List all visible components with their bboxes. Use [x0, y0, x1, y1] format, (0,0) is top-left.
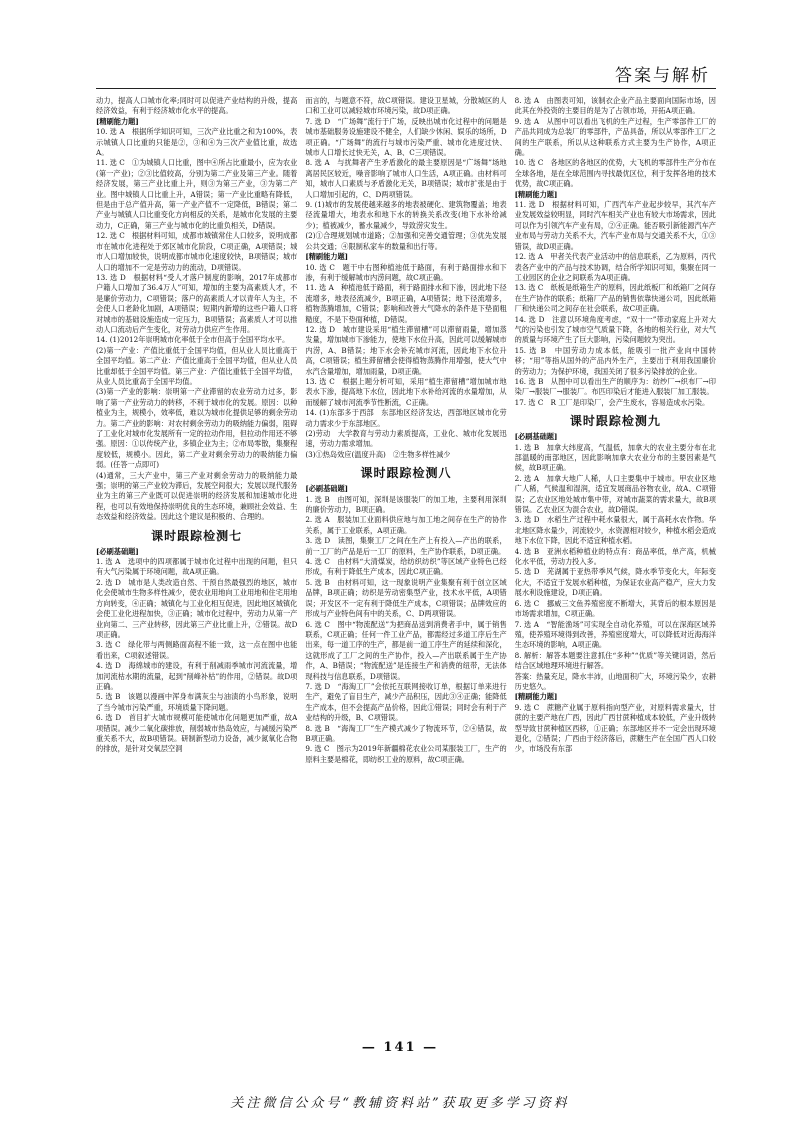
- paragraph: 动力，提高人口城市化率;同时可以促进产业结构的升级，提高经济效益，有利于经济城市化水平的提高。: [96, 96, 298, 116]
- paragraph: 14. (1)东部多于西部 东部地区经济发达，西部地区城市化劳动力需求少于东部地区。: [305, 408, 507, 428]
- paragraph: 2. 选 A 加拿大地广人稀，人口主要集中于城市。甲农业区地广人稀，气候温和湿润，适宜发展商品谷物农业，故A、C项错误；乙农业区地处城市集中带，对城市蔬菜的需求量大，故B项错误。乙农业区为混合农业，故D错误。: [514, 473, 716, 515]
- paragraph: 11. 选 D 根据材料可知，广西汽车产业起步较早，其汽车产业发展效益较明显，同时汽车相关产业也有较大市场需求，因此可以作为引领汽车产业有局，②④正确。能否吸引新能源汽车产业布局与劳动力关系不大，汽车产业布局与交通关系不大，①③错误，故D项正确。: [514, 200, 716, 251]
- paragraph: 1. 选 B 加拿大纬度高，气温低，加拿大的农业主要分布在北部温暖的南部地区，因此影响加拿大农业分布的主要因素是气候，故B项正确。: [514, 442, 716, 473]
- paragraph: 12. 选 A 甲者关代表产业活动中的信息联系，乙为原料，丙代表各产业中的产品与技术协调，结合所学知识可知，集聚在同一工业园区的企业之间联系为A项正确。: [514, 252, 716, 282]
- paragraph: 11. 选 A 种植池低于路面，利于路面排水和下渗，因此地下径流增多，地表径流减少，B项正确，A项错误；地下径流增多，植物蒸腾增加，C错误；影响和改善大气降水的条件是下垫面粗糙度，不是下垫面种植，D错误。: [305, 283, 507, 324]
- paragraph: 9. 选 C 图示为2019年新疆棉花农业公司某服装工厂，生产的原料主要是棉花，即纺织工业的原料，故C项正确。: [305, 744, 507, 764]
- paragraph: 答案：热量充足，降水丰沛，山地面积广大，环境污染少，农耕历史悠久。: [514, 671, 716, 691]
- header-title: 答案与解析: [615, 66, 710, 86]
- paragraph: 7. 选 D “广场舞”流行于广场，反映出城市化过程中的问题是城市基础服务设施建设不健全，人们缺少休闲、娱乐的场所，D项正确。“广场舞”的流行与城市污染严重、城市化进度过快、城市人口增长过快无关，A、B、C三项错误。: [305, 116, 507, 158]
- paragraph: 10. 选 C 题干中右图种植池低于路面，有利于路面排水和下渗，有利于缓解城市内涝问题，故C项正确。: [305, 262, 507, 282]
- column-right: [515, 96, 716, 1036]
- paragraph: 6. 选 C 挪威三文鱼养殖密度不断增大，其背后的根本原因是市场需求增加，C项正确。: [514, 598, 716, 619]
- paragraph: 6. 选 D 首目扩大城市规模可能使城市化问题更加严重，故A项错误。减少二氧化碳排放，削弱城市热岛效应，与减缓污染严重关系不大，故B项错误。研制新型动力设备，减少氮氧化合物的排放，是针对交氧层空洞: [96, 713, 298, 754]
- section-title: 课时跟踪检测九: [569, 414, 661, 429]
- paragraph: 9. 选 A 从图中可以看出飞机的生产过程，生产零部件工厂的产品共同成为总装厂的零部件，产品具备，所以从零部件工厂之间的生产联系，所以从这种联系方式主要为生产协作，A项正确。: [514, 116, 716, 158]
- paragraph: 4. 选 D 海绵城市的建设，有利于削减雨季城市河流流量，增加河流枯水期的流量，起到“削峰补枯”的作用，②错误。故D项正确。: [96, 661, 298, 691]
- content-columns: [96, 96, 716, 1036]
- paragraph: 而言的，与题意不符，故C项错误。建设卫星城，分散城区的人口和工业可以减轻城市环境污染，故D项正确。: [305, 96, 507, 116]
- footer-note: 关注微信公众号“教辅资料站”获取更多学习资料: [230, 1096, 570, 1111]
- paragraph: 7. 选 A “智能渔场”可实现全自动化养殖，可以在深海区域养殖，使养殖环境得到改善，养殖密度增大，可以降低对近海海洋生态环境的影响，A项正确。: [514, 619, 716, 650]
- paragraph: (3)①热岛效应(温度升高) ②生物多样性减少: [305, 449, 451, 459]
- column-left: [96, 96, 297, 1036]
- paragraph: (3)第一产业的影响：崇明第一产业滞留的农业劳动力过多，影响了第一产业劳动力的转移，不利于城市化的发展。原因：以种植业为主，规模小，效率低，难以为城市化提供足够的剩余劳动力。第二产业的影响：对农村剩余劳动力的吸纳能力偏弱，阻碍了工业化对城市化发展所有一定的拉动作用，但拉动作用还不够强。原因：①以传统产业，多镇企业为主；②布局零散，集聚程度较低，规模小。因此，第二产业对剩余劳动力的吸纳能力偏弱。(任答一点即可): [96, 387, 298, 470]
- section-label: [精刷能力题]: [96, 116, 139, 126]
- paragraph: 12. 选 C 根据材料可知，成都市城镇常住人口较多，说明成都市在城市化进程处于郊区城市化阶段，C项正确，A项错误；城市人口增加较快，说明成都市城市化速度较快，B项错误；城市人口的增加不一定是劳动力的流动，D项错误。: [96, 231, 298, 272]
- paragraph: 10. 选 C 各地区的各地区的优势，大飞机的零部件生产分布在全球各地，是在全球范围内寻找最优区位，利于发挥各地的技术优势，故C项正确。: [514, 158, 716, 189]
- paragraph: 9. (1)城市的发展使越来越多的地表被硬化、建筑物覆盖；地表径流量增大，地表水和地下水的转换关系改变(地下水补给减少)；植被减少，蓄水量减少，导致涝灾发生。: [305, 200, 507, 230]
- paragraph: 13. 选 D 根据材料“受人才落户制度的影响，2017年成都市户籍人口增加了36.4万人”可知，增加的主要为高素质人才，不是廉价劳动力，C项错误；落户的高素质人才以青年人为主，不会使人口老龄化加剧，A项错误；短期内新增的这些户籍人口将对城市的基础设施造成一定压力，B项错误；高素质人才可以推动人口流动后产生变化，对劳动力供应产生作用。: [96, 272, 298, 334]
- column-middle: [305, 96, 506, 1036]
- paragraph: 4. 选 C 由材料“大清煤炭，给纺织纺织”等区域产业特色已经形成，有利于降低生产成本，因此C项正确。: [305, 557, 507, 577]
- paragraph: (2)第一产业：产值比重低于全国平均值，但从业人员比重高于全国平均值。第二产业：产值比重高于全国平均值，但从业人员比重却低于全国平均值。第三产业：产值比重低于全国平均值，从业人员比重高于全国平均值。: [96, 345, 298, 386]
- paragraph: 8. 选 A 由图表可知，该制衣企业产品主要面向国际市场，因此其在外投资的主要目的是为了占领市场，开拓A项正确。: [514, 96, 716, 116]
- section-label: [必刷基础题]: [514, 432, 558, 442]
- paragraph: (4)通常，三大产业中，第三产业对剩余劳动力的吸纳能力最强；崇明的第三产业较为滞后，发展空间很大；发展以现代服务业为主的第三产业既可以促进崇明的经济发展和加速城市化进程，也可以有效地保持崇明优良的生态环境，兼顾社会效益、生态效益和经济效益。因此这个建议是积极的、合理的。: [96, 470, 298, 522]
- paragraph: 5. 选 B 该题以漫画中浑身布满灰尘与油渍的小鸟形象，说明了当今城市污染严重，环境质量下降问题。: [96, 692, 298, 712]
- paragraph: 13. 选 C 纸板是纸箱生产的原料，因此纸板厂和纸箱厂之间存在生产协作的联系；纸箱厂产品的销售依靠快递公司，因此纸箱厂和快递公司之间存在社会联系，故C项正确。: [514, 283, 716, 314]
- paragraph: 17. 选 C R 工厂是印染厂，会产生废水，容易造成水污染。: [514, 397, 710, 407]
- paragraph: 4. 选 B 亚洲水稻种植业的特点有：商品率低，单产高，机械化水平低，劳动力投入多。: [514, 546, 716, 567]
- section-label: [精刷能力题]: [305, 252, 349, 262]
- paragraph: 11. 选 C ①为城镇人口比重，图中④所占比重最小，应为农业(第一产业)；②③比值较高，分别为第二产业及第三产业。随着经济发展，第三产业比重上升，则③为第三产业，③为第二产业。图中城镇人口比重上升，A错误；第一产业比重略有降低，但是由于总产值升高，第一产业产值不一定降低，B错误；第二产业与城镇人口比重变化方向相反的关系，是城市化发展的主要动力，C正确，第三产业与城市化的比重负相关，D错误。: [96, 158, 298, 230]
- paragraph: 2. 选 D 城市是人类改造自然、干预自然最强烈的地区，城市化会使城市生物多样性减少，使农业用地向工业用地和住宅用地方向转变，④正确；城镇化与工业化相互促进，因此地区城镇化会使工业化进程加快，③正确；城市化过程中，劳动力从第一产业向第二、三产业转移，因此第三产业比重上升，②错误。故D项正确。: [96, 577, 298, 639]
- section-label: [精刷能力题]: [514, 692, 558, 702]
- paragraph: 8. 选 B “海淘工厂”生产模式减少了物流环节，②④错误，故B项正确。: [305, 723, 507, 743]
- paragraph: (2)①合理规划城市道路；②加强和完善交通管理；③优先发展公共交通；④限制私家车的数量和出行等。: [305, 231, 507, 251]
- paragraph: (2)劳动 大学教育与劳动力素质提高，工业化、城市化发展迅速，劳动力需求增加。: [305, 429, 507, 449]
- section-label: [必刷基础题]: [305, 484, 349, 494]
- paragraph: 16. 选 B 从图中可以看出生产的顺序为：纺纱厂→织布厂→印染厂→服装厂→服装厂。布匹印染后才能进入服装厂加工服装。: [514, 376, 716, 397]
- paragraph: 3. 选 C 绿化带与两侧路面高程不能一致，这一点在图中也能看出来，C项叙述错误。: [96, 640, 298, 660]
- paragraph: 14. (1)2012年崇明城市化率低于全市但高于全国平均水平。: [96, 335, 290, 345]
- paragraph: 2. 选 A 服装加工业面料供应地与加工地之间存在生产的协作关系，属于工业联系，A项正确。: [305, 515, 507, 535]
- paragraph: 14. 选 D 注意以环境角度考虑，“双十一”带动家庭上升对大气的污染也引发了城市空气质量下降，各地的相关行业，对大气的质量与环境产生了巨大影响，污染问题较为突出。: [514, 314, 716, 345]
- paragraph: 8. 选 A 与扰舞者产生矛盾激化的最主要原因是“广场舞”场地离居民区较近，噪音影响了城市人口生活，A项正确。由材料可知，城市人口素质与矛盾激化无关，B项错误；城市扩张是由于人口增加引起的，C、D两项错误。: [305, 158, 507, 199]
- paragraph: 5. 选 D 芜湖属于亚热带季风气候，降水季节变化大，年际变化大，不适宜于发展水稻种植，为保证农业高产稳产，应大力发展水利设施建设，D项正确。: [514, 567, 716, 598]
- paragraph: 6. 选 C 图中“物流配送”为把商品送到消费者手中，属于销售联系，C项正确；任何一件工业产品，都需经过多道工序后生产出来，每一道工序的生产，都是前一道工序生产的延续和深化，这就形成了工厂之间的生产协作，投入—产出联系属于生产协作，A、B错误；“物流配送”是连接生产和消费的纽带，无法体现科技与信息联系，D项错误。: [305, 619, 507, 681]
- section-title: 课时跟踪检测八: [360, 466, 452, 481]
- paragraph: 13. 选 C 根据上题分析可知，采用“植生滞留槽”增加城市地表水下渗，提高地下水位，因此地下水补给河流的水量增加，从而缓解了城市河流季节性断流，C正确。: [305, 376, 507, 407]
- section-title: 课时跟踪检测七: [151, 528, 243, 543]
- section-label: [必刷基础题]: [96, 546, 139, 556]
- paragraph: 3. 选 D 水稻生产过程中耗水量很大，属于高耗水农作物。华北地区降水量少，河流较少，水资源相对较少，种植水稻会造成地下水位下降，因此不适宜种植水稻。: [514, 515, 716, 546]
- paragraph: 1. 选 A 选项中的四项都属于城市化过程中出现的问题，但只有大气污染属于环境问题，故A项正确。: [96, 557, 298, 577]
- paragraph: 3. 选 D 读图，集聚工厂之间在生产上有投入—产出的联系，前一工厂的产品是后一工厂的原料，生产协作联系，D项正确。: [305, 536, 507, 556]
- paragraph: 7. 选 D “海淘工厂”会依托互联网接收订单，根据订单来进行生产，避免了盲目生产，减少产品积压，因此③④正确；能降低生产成本，但不会提高产品价格，因此①错误；同时会有利于产业结构的升级，B、C项错误。: [305, 681, 507, 723]
- section-label: [精刷能力题]: [514, 189, 558, 199]
- paragraph: 12. 选 D 城市建设采用“植生滞留槽”可以滞留雨量，增加蒸发量，增加城市下渗能力，使地下水位升高，因此可以缓解城市内涝，A、B错误；地下水会补充城市河流，因此地下水位升高，C项错误；植生滞留槽会使得植物蒸腾作用增强，使大气中水汽含量增加，增加雨量，D项正确。: [305, 324, 507, 376]
- page-number: — 141 —: [361, 1040, 439, 1055]
- page-header: [96, 58, 716, 89]
- paragraph: 8. 解析：解答本题要注意抓住“多种”“优质”等关键词语，然后结合区域地理环境进行解答。: [514, 650, 716, 671]
- paragraph: 9. 选 C 蔗糖产业属于原料指向型产业，对原料需求量大，甘蔗的主要产地在广西，因此广西甘蔗种植成本较低，产业升级转型导致甘蔗种植区西移，①正确；东部地区并不一定会出现环境退化，②错误；广西由于经济落后，蔗糖生产在全国广西人口较少，市场没有东部: [514, 702, 716, 754]
- paragraph: 1. 选 B 由图可知，深圳是该服装厂的加工地，主要利用深圳的廉价劳动力，B项正确。: [305, 494, 507, 515]
- paragraph: 10. 选 A 根据所学知识可知，三次产业比重之和为100%，表示城镇人口比重的只能是②，③和④为三次产业值比重，故选A。: [96, 127, 298, 158]
- paragraph: 15. 选 B 中国劳动力成本低，能吸引一批产业向中国转移；“用”等指从国外的产品内外生产，主要出于利用我国廉价的劳动力；为保护环境，我国关闭了很多污染排放的企业。: [514, 345, 716, 376]
- paragraph: 5. 选 B 由材料可知，这一现象说明产业集聚有利于创立区域品牌，B项正确；纺织是劳动密集型产业，技术水平低，A项错误；开发区不一定有利于降低生产成本，C项错误；品牌效应的形成与产业特色间有中的关系，C、D两项错误。: [305, 577, 507, 619]
